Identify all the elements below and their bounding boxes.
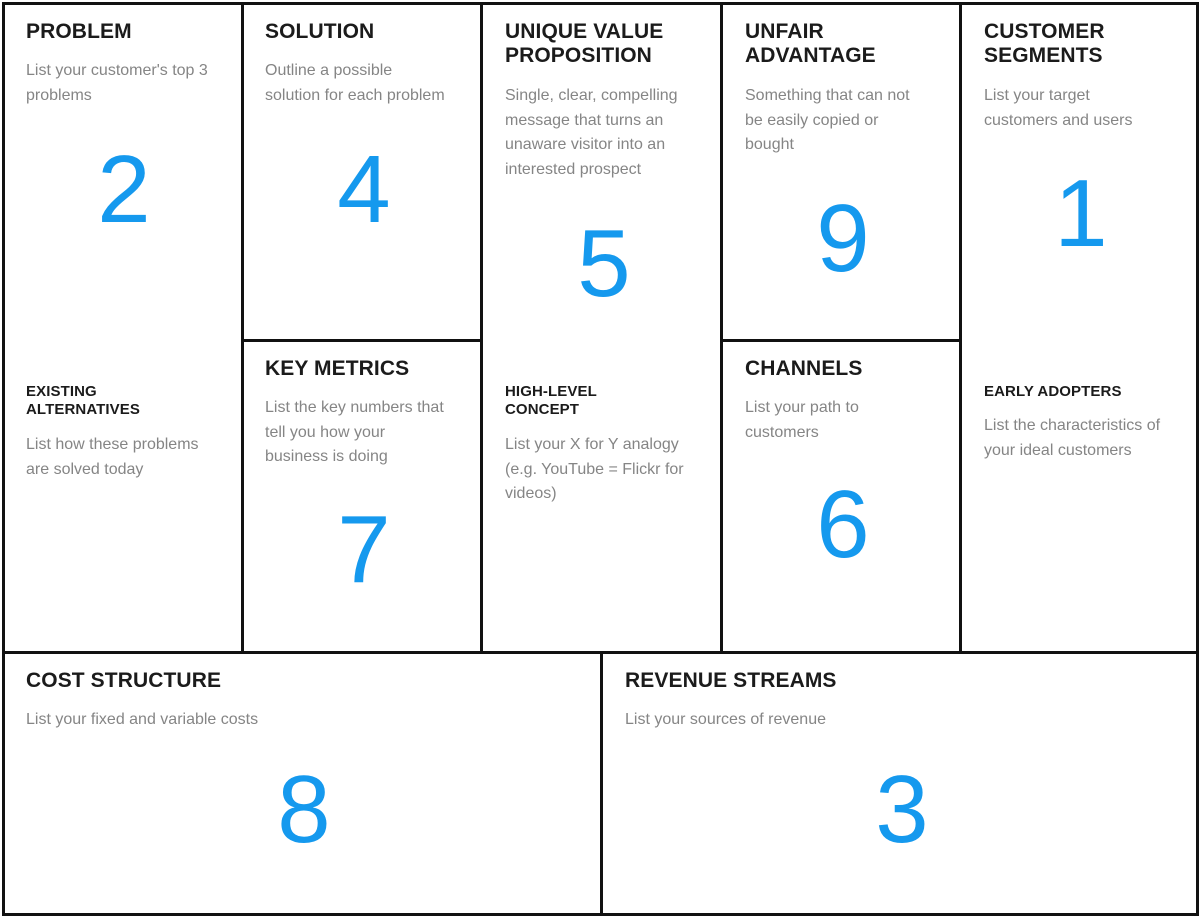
channels-section	[720, 339, 959, 651]
channels-number: 6	[816, 471, 870, 578]
revenue-streams-description: List your sources of revenue	[625, 711, 826, 728]
solution-description: Outline a possible solution for each problem	[265, 62, 445, 104]
problem-section	[0, 0, 241, 651]
early-adopters-description: List the characteristics of your ideal customers	[984, 417, 1161, 459]
channels-title: CHANNELS	[745, 357, 863, 380]
key-metrics-title: KEY METRICS	[265, 357, 410, 380]
unfair-advantage-description: Something that can not be easily copied or bought	[745, 87, 910, 154]
customer-segments-section	[959, 0, 1198, 651]
cost-structure-title: COST STRUCTURE	[26, 669, 222, 692]
revenue-streams-title: REVENUE STREAMS	[625, 669, 837, 692]
early-adopters-title: EARLY ADOPTERS	[984, 383, 1122, 400]
unfair-advantage-title: UNFAIR ADVANTAGE	[745, 20, 876, 67]
key-metrics-description: List the key numbers that tell you how your business is doing	[265, 399, 444, 466]
customer-segments-title: CUSTOMER SEGMENTS	[984, 20, 1105, 67]
cost-structure-number: 8	[277, 756, 331, 863]
problem-title: PROBLEM	[26, 20, 132, 43]
cost-structure-description: List your fixed and variable costs	[26, 711, 259, 728]
unique-value-proposition-description: Single, clear, compelling message that turns an unaware visitor into an interested prospect	[505, 87, 678, 179]
customer-segments-description: List your target customers and users	[984, 87, 1133, 129]
unique-value-proposition-section	[480, 0, 720, 651]
revenue-streams-section	[600, 651, 1196, 913]
channels-description: List your path to customers	[745, 399, 859, 441]
problem-number: 2	[97, 136, 151, 243]
existing-alternatives-title: EXISTING ALTERNATIVES	[26, 383, 140, 418]
solution-section	[241, 0, 480, 339]
unfair-advantage-section	[720, 0, 959, 339]
unique-value-proposition-number: 5	[577, 210, 631, 317]
unique-value-proposition-title: UNIQUE VALUE PROPOSITION	[505, 20, 664, 67]
existing-alternatives-description: List how these problems are solved today	[26, 436, 199, 478]
cost-structure-section	[0, 651, 600, 913]
customer-segments-number: 1	[1054, 160, 1108, 267]
high-level-concept-title: HIGH-LEVEL CONCEPT	[505, 383, 597, 418]
solution-number: 4	[337, 136, 391, 243]
solution-title: SOLUTION	[265, 20, 375, 43]
problem-description: List your customer's top 3 problems	[26, 62, 208, 104]
unfair-advantage-number: 9	[816, 185, 870, 292]
key-metrics-section	[241, 339, 480, 651]
revenue-streams-number: 3	[875, 756, 929, 863]
high-level-concept-description: List your X for Y analogy (e.g. YouTube = Flickr for videos)	[505, 436, 684, 503]
key-metrics-number: 7	[337, 496, 391, 603]
